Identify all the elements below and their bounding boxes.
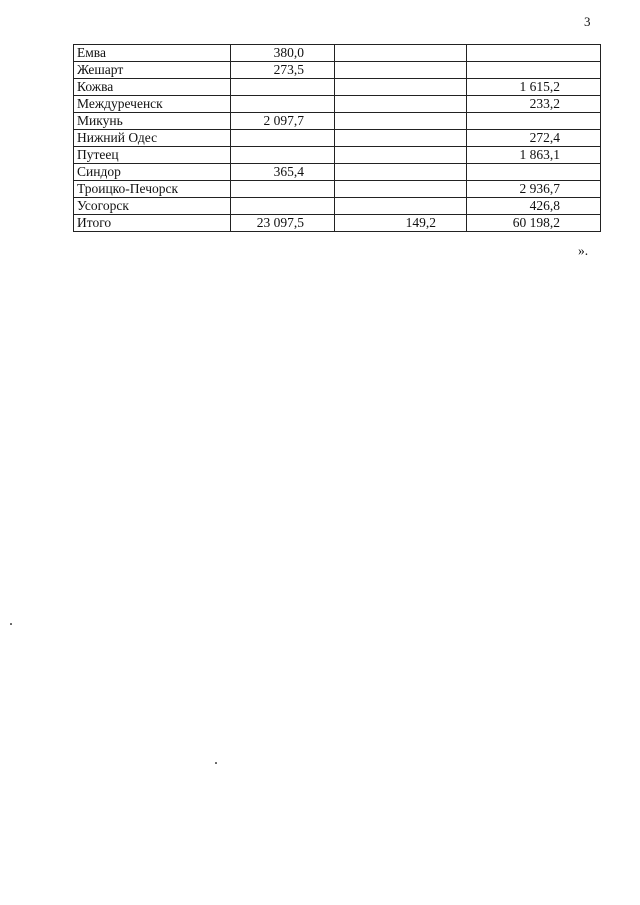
- table-row: [74, 181, 601, 198]
- table-row: [74, 45, 601, 62]
- value-col-1: [231, 181, 335, 198]
- locality-name: Нижний Одес: [74, 130, 231, 147]
- table-row: [74, 96, 601, 113]
- table-row: [74, 164, 601, 181]
- locality-name: Путеец: [74, 147, 231, 164]
- locality-name: Усогорск: [74, 198, 231, 215]
- table-row: [74, 79, 601, 96]
- value-col-1: 380,0: [231, 45, 335, 62]
- value-col-3: 272,4: [467, 130, 601, 147]
- value-col-3: 426,8: [467, 198, 601, 215]
- value-col-2: [335, 62, 467, 79]
- value-col-2: [335, 198, 467, 215]
- value-col-1: [231, 79, 335, 96]
- locality-name: Синдор: [74, 164, 231, 181]
- value-col-2: [335, 45, 467, 62]
- value-col-2: [335, 130, 467, 147]
- value-col-2: [335, 79, 467, 96]
- value-col-3: 233,2: [467, 96, 601, 113]
- table-row: [74, 198, 601, 215]
- value-col-3: [467, 164, 601, 181]
- table-row: [74, 130, 601, 147]
- value-col-3: 1 615,2: [467, 79, 601, 96]
- scan-speck: [10, 623, 12, 625]
- total-row: [74, 215, 601, 232]
- closing-quote-mark: ».: [578, 243, 589, 258]
- value-col-1: [231, 130, 335, 147]
- page-number: 3: [584, 14, 591, 29]
- value-col-3: 2 936,7: [467, 181, 601, 198]
- value-col-1: 273,5: [231, 62, 335, 79]
- value-col-2: [335, 147, 467, 164]
- total-value-col-2: 149,2: [335, 215, 467, 232]
- total-value-col-3: 60 198,2: [467, 215, 601, 232]
- table-row: [74, 62, 601, 79]
- value-col-3: [467, 62, 601, 79]
- value-col-3: [467, 45, 601, 62]
- locality-name: Междуреченск: [74, 96, 231, 113]
- value-col-2: [335, 164, 467, 181]
- value-col-2: [335, 113, 467, 130]
- locality-name: Емва: [74, 45, 231, 62]
- scan-speck: [215, 762, 217, 764]
- value-col-2: [335, 181, 467, 198]
- value-col-1: 365,4: [231, 164, 335, 181]
- value-col-1: [231, 198, 335, 215]
- value-col-1: 2 097,7: [231, 113, 335, 130]
- locality-name: Кожва: [74, 79, 231, 96]
- total-label: Итого: [74, 215, 231, 232]
- locality-name: Жешарт: [74, 62, 231, 79]
- allocation-table: [73, 44, 601, 232]
- table-row: [74, 113, 601, 130]
- locality-name: Микунь: [74, 113, 231, 130]
- value-col-3: [467, 113, 601, 130]
- total-value-col-1: 23 097,5: [231, 215, 335, 232]
- value-col-1: [231, 147, 335, 164]
- value-col-3: 1 863,1: [467, 147, 601, 164]
- value-col-2: [335, 96, 467, 113]
- table-row: [74, 147, 601, 164]
- value-col-1: [231, 96, 335, 113]
- locality-name: Троицко-Печорск: [74, 181, 231, 198]
